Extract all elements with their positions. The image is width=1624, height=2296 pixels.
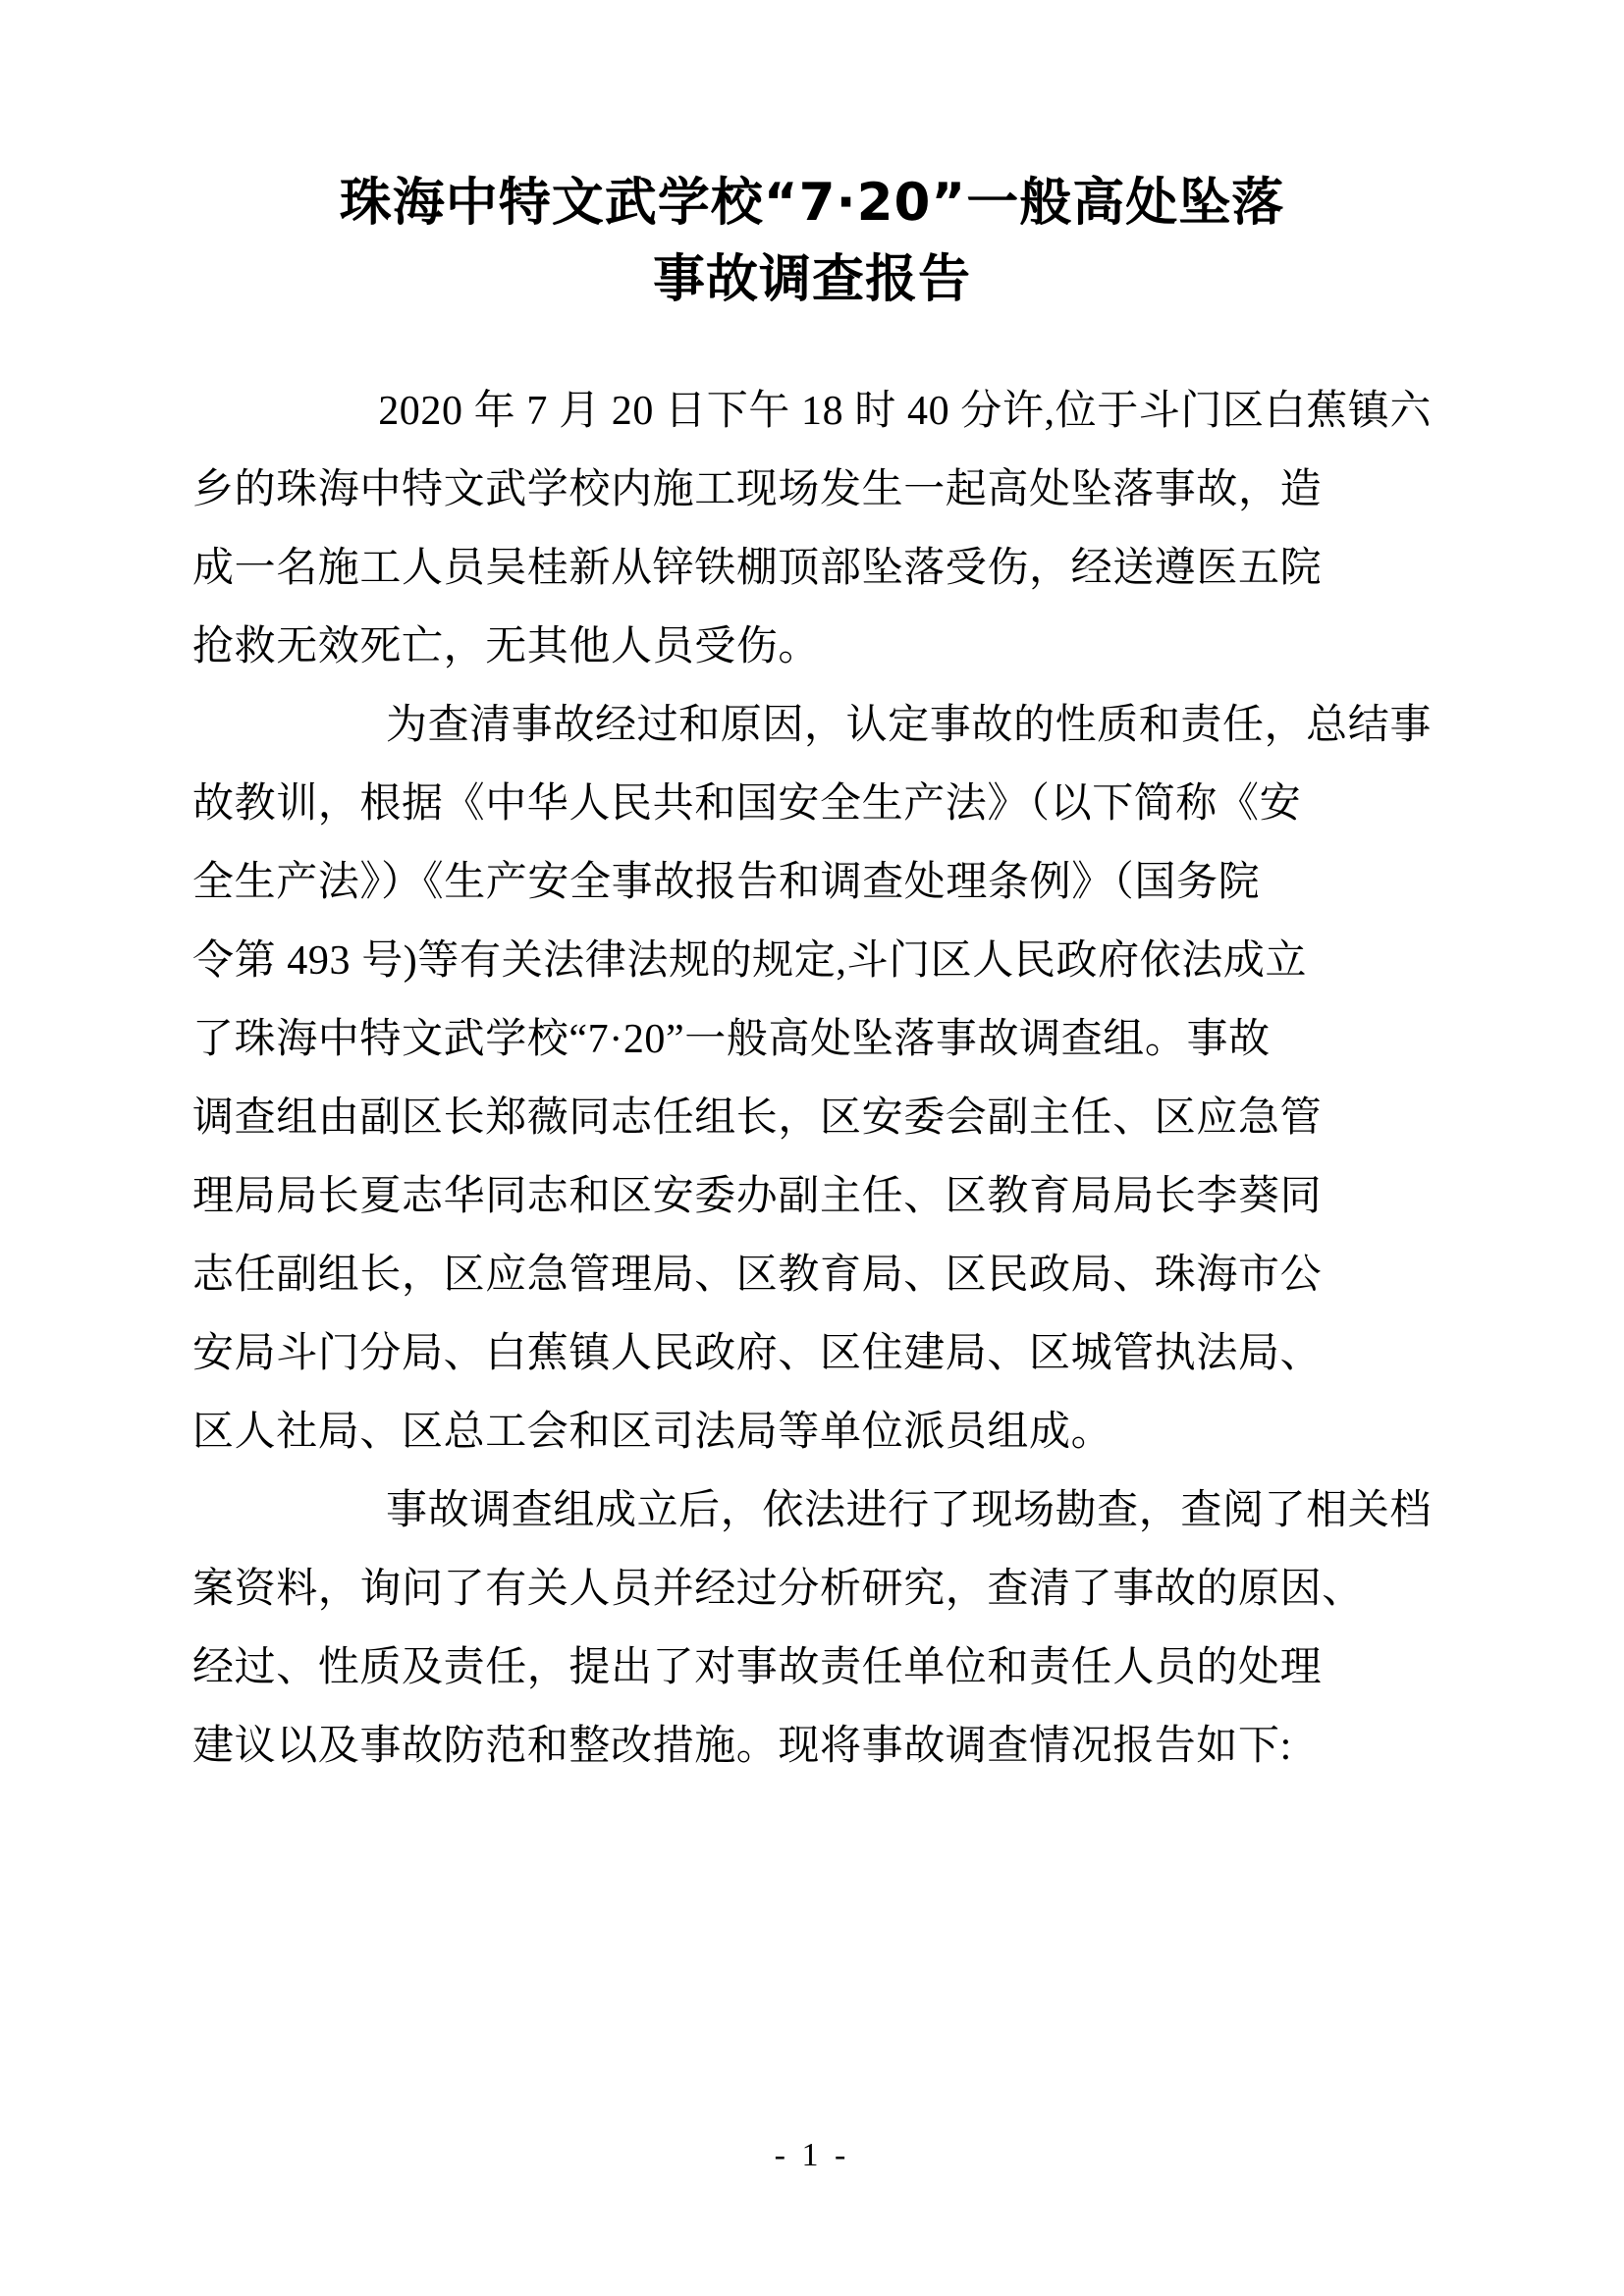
line-text: 志任副组长，区应急管理局、区教育局、区民政局、珠海市公 [192,1253,1323,1298]
paragraph-line [192,1314,1432,1393]
paragraph-line [192,1000,1432,1079]
line-text: 安局斗门分局、白蕉镇人民政府、区住建局、区城管执法局、 [192,1331,1323,1376]
paragraph-line [192,372,1432,451]
line-text: 事故调查组成立后，依法进行了现场勘查，查阅了相关档 [385,1488,1432,1533]
line-text: 2020 年 7 月 20 日下午 18 时 40 分许,位于斗门区白蕉镇六 [378,389,1432,434]
paragraph-line [192,843,1432,922]
line-text: 区人社局、区总工会和区司法局等单位派员组成。 [192,1410,1113,1455]
line-text: 令第 493 号)等有关法律法规的规定,斗门区人民政府依法成立 [192,938,1308,984]
line-text: 全生产法》）《生产安全事故报告和调查处理条例》（国务院 [192,860,1261,905]
paragraph-line [192,922,1432,1000]
paragraph-line [192,451,1432,529]
page-footer [0,2136,1624,2175]
line-text: 调查组由副区长郑薇同志任组长，区安委会副主任、区应急管 [192,1095,1323,1141]
first-line-indent [192,686,277,765]
paragraph-line [192,1629,1432,1707]
line-text: 经过、性质及责任，提出了对事故责任单位和责任人员的处理 [192,1645,1323,1690]
paragraph-line [192,1393,1432,1471]
paragraph-line [192,1707,1432,1786]
paragraph-investigation-basis [192,686,1432,1471]
paragraph-line [192,686,1432,765]
first-line-indent [192,1471,277,1550]
line-text: 理局局长夏志华同志和区安委办副主任、区教育局局长李葵同 [192,1174,1323,1219]
page-title [192,0,1432,318]
line-text: 故教训，根据《中华人民共和国安全生产法》（以下简称《安 [192,781,1302,827]
page-content [192,0,1432,1786]
paragraph-investigation-process [192,1471,1432,1786]
title-line-2: 事故调查报告 [653,249,971,309]
paragraph-line [192,1550,1432,1629]
first-line-indent [192,372,277,451]
paragraph-line [192,1236,1432,1314]
line-text: 乡的珠海中特文武学校内施工现场发生一起高处坠落事故，造 [192,467,1323,512]
line-text: 了珠海中特文武学校“7·20”一般高处坠落事故调查组。事故 [192,1017,1271,1062]
line-text: 抢救无效死亡，无其他人员受伤。 [192,624,821,669]
paragraph-line [192,1079,1432,1157]
line-text: 为查清事故经过和原因，认定事故的性质和责任，总结事 [385,703,1432,748]
paragraph-accident-summary [192,372,1432,686]
paragraph-line [192,529,1432,608]
line-text: 建议以及事故防范和整改措施。现将事故调查情况报告如下: [192,1724,1292,1769]
document-body [192,372,1432,1786]
line-text: 成一名施工人员吴桂新从锌铁棚顶部坠落受伤，经送遵医五院 [192,546,1323,591]
title-line-1: 珠海中特文武学校“7·20”一般高处坠落 [339,173,1285,233]
paragraph-line [192,1471,1432,1550]
paragraph-line [192,1157,1432,1236]
page-number: - 1 - [774,2137,850,2173]
paragraph-line [192,608,1432,686]
paragraph-line [192,765,1432,843]
line-text: 案资料，询问了有关人员并经过分析研究，查清了事故的原因、 [192,1567,1364,1612]
